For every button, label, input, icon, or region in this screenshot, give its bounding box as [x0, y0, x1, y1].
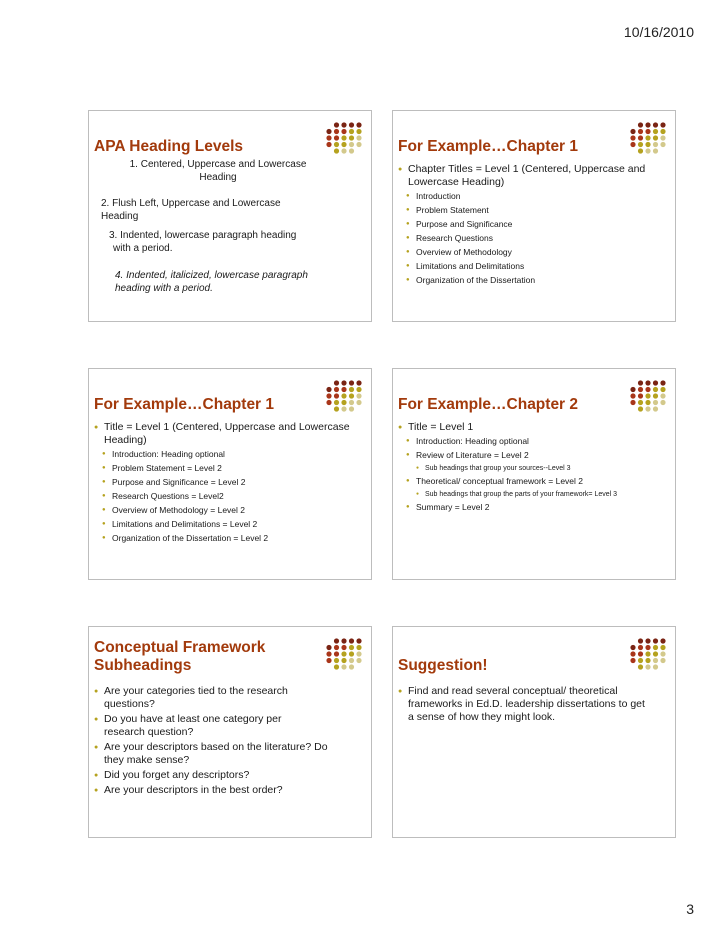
list-item: ● Are your descriptors in the best order?	[94, 784, 363, 797]
slide-title: Conceptual Framework Subheadings	[94, 639, 266, 674]
list-item: ● Overview of Methodology	[406, 247, 667, 258]
page-number: 3	[686, 901, 694, 917]
apa-level-2: 2. Flush Left, Uppercase and Lowercase Heading	[101, 198, 281, 222]
slide-title: For Example…Chapter 1	[94, 396, 275, 413]
list-item: ● Are your descriptors based on the literature? Do they make sense?	[94, 741, 344, 767]
list-item: ● Organization of the Dissertation	[406, 275, 667, 286]
slide-suggestion	[392, 626, 676, 838]
list-item: ● Introduction: Heading optional	[102, 449, 363, 460]
list-item: ● Introduction: Heading optional	[406, 436, 667, 447]
list-item: ● Sub headings that group your sources--Level 3	[416, 464, 667, 473]
list-item: ● Sub headings that group the parts of your framework= Level 3	[416, 490, 667, 499]
slide-title: Suggestion!	[398, 657, 488, 674]
apa-level-1: 1. Centered, Uppercase and Lowercase Heading	[129, 159, 307, 183]
slide-title: For Example…Chapter 2	[398, 396, 579, 413]
list-item: ● Organization of the Dissertation = Level 2	[102, 533, 363, 544]
list-item: ● Problem Statement	[406, 205, 667, 216]
slide-example-chapter-2	[392, 368, 676, 580]
bullet-list	[398, 163, 667, 286]
slide-example-chapter-1-titles	[392, 110, 676, 322]
bullet-list	[398, 421, 667, 513]
decorative-dots-icon	[629, 637, 669, 671]
slide-apa-heading-levels	[88, 110, 372, 322]
bullet-list	[94, 685, 363, 797]
decorative-dots-icon	[629, 121, 669, 155]
decorative-dots-icon	[325, 379, 365, 413]
list-item: ● Are your categories tied to the research questions?	[94, 685, 319, 711]
decorative-dots-icon	[629, 379, 669, 413]
slide-title: APA Heading Levels	[94, 138, 244, 155]
list-item: ● Purpose and Significance	[406, 219, 667, 230]
list-item: ● Limitations and Delimitations	[406, 261, 667, 272]
apa-level-3: 3. Indented, lowercase paragraph heading with a period.	[109, 230, 297, 254]
list-item: ● Problem Statement = Level 2	[102, 463, 363, 474]
list-item: ● Title = Level 1 (Centered, Uppercase and Lowercase Heading)	[94, 421, 363, 447]
list-item: ● Review of Literature = Level 2	[406, 450, 667, 461]
apa-level-4: 4. Indented, italicized, lowercase paragraph heading with a period.	[115, 270, 308, 294]
list-item: ● Find and read several conceptual/ theoretical frameworks in Ed.D. leadership dissertations to get a sense of how they might look.	[398, 685, 648, 724]
list-item: ● Research Questions = Level2	[102, 491, 363, 502]
slide-title: For Example…Chapter 1	[398, 138, 579, 155]
slide-example-chapter-1-levels	[88, 368, 372, 580]
list-item: ● Theoretical/ conceptual framework = Level 2	[406, 476, 667, 487]
list-item: ● Overview of Methodology = Level 2	[102, 505, 363, 516]
list-item: ● Research Questions	[406, 233, 667, 244]
list-item: ● Limitations and Delimitations = Level 2	[102, 519, 363, 530]
bullet-list	[398, 685, 667, 724]
list-item: ● Purpose and Significance = Level 2	[102, 477, 363, 488]
list-item: ● Do you have at least one category per research question?	[94, 713, 319, 739]
bullet-list	[94, 421, 363, 544]
list-item: ● Title = Level 1	[398, 421, 667, 434]
list-item: ● Chapter Titles = Level 1 (Centered, Uppercase and Lowercase Heading)	[398, 163, 667, 189]
list-item: ● Introduction	[406, 191, 667, 202]
list-item: ● Summary = Level 2	[406, 502, 667, 513]
decorative-dots-icon	[325, 637, 365, 671]
list-item: ● Did you forget any descriptors?	[94, 769, 363, 782]
decorative-dots-icon	[325, 121, 365, 155]
page-date: 10/16/2010	[623, 24, 694, 40]
slide-conceptual-framework-subheadings	[88, 626, 372, 838]
